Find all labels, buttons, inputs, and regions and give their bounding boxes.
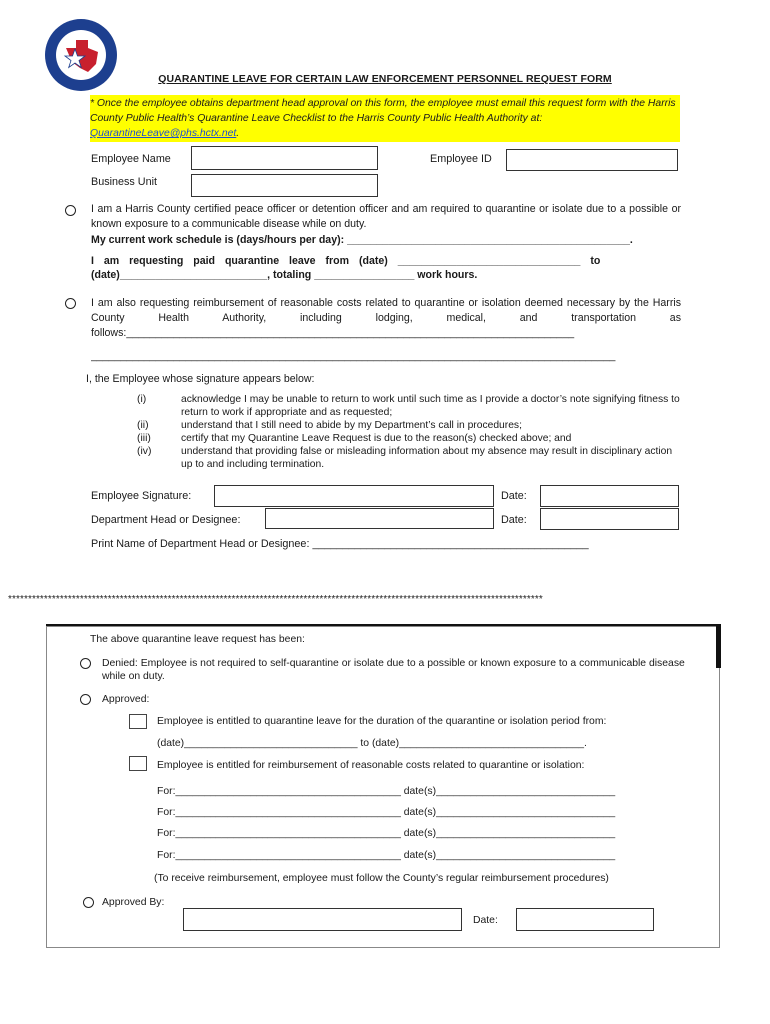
form-title: QUARANTINE LEAVE FOR CERTAIN LAW ENFORCEMENT PERSONNEL REQUEST FORM: [158, 73, 612, 85]
dept-head-date-label: Date:: [501, 514, 527, 526]
reimbursement-checkbox[interactable]: [129, 756, 147, 771]
reimbursement-radio[interactable]: [65, 298, 76, 309]
business-unit-field[interactable]: [191, 174, 378, 197]
approved-by-radio[interactable]: [83, 897, 94, 908]
ack-item-num: (i): [137, 394, 147, 405]
employee-signature-label: Employee Signature:: [91, 490, 192, 502]
option1-text: I am a Harris County certified peace officer or detention officer and am required to quarantine or isolate due to a possible or known exposure to a communicable disease while on duty.: [91, 203, 681, 230]
reimbursement-text: Employee is entitled for reimbursement of reasonable costs related to quarantine or isolation:: [157, 760, 585, 771]
denied-radio[interactable]: [80, 658, 91, 669]
employee-signature-field[interactable]: [214, 485, 494, 507]
reimbursement-line: For:_______________________________________ date(s)_______________________________: [157, 807, 616, 818]
approval-heading: The above quarantine leave request has been:: [90, 634, 305, 645]
approved-by-label: Approved By:: [102, 897, 165, 908]
quarantine-leave-text: Employee is entitled to quarantine leave for the duration of the quarantine or isolation period from:: [157, 716, 607, 727]
ack-item-num: (iii): [137, 433, 151, 444]
option2-text: I am also requesting reimbursement of reasonable costs related to quarantine or isolation deemed necessary by the Harris County Health Authority, including lodging, medical, and transportation as follows:____________________________________________________________________________: [91, 297, 681, 339]
print-name-line: Print Name of Department Head or Designee: ______________________________________________: [91, 538, 589, 550]
notice-text: * Once the employee obtains department head approval on this form, the employee must email this request form with the Harris County Public Health’s Quarantine Leave Checklist to the Harris County Public Health Authority at:: [90, 98, 676, 124]
employee-date-label: Date:: [501, 490, 527, 502]
ack-item-text: acknowledge I may be unable to return to work until such time as I provide a doctor’s note signifying fitness to return to work if appropriate and as requested;: [181, 394, 680, 418]
dept-head-label: Department Head or Designee:: [91, 514, 241, 526]
reimbursement-footnote: (To receive reimbursement, employee must follow the County’s regular reimbursement procedures): [154, 873, 609, 884]
option2-line2: _________________________________________________________________________________________: [91, 350, 616, 362]
panel-right-border: [716, 626, 721, 668]
employee-date-field[interactable]: [540, 485, 679, 507]
instruction-notice: [90, 95, 680, 142]
quarantine-leave-checkbox[interactable]: [129, 714, 147, 729]
dept-head-signature-field[interactable]: [265, 508, 494, 529]
peace-officer-radio[interactable]: [65, 205, 76, 216]
reimbursement-line: For:_______________________________________ date(s)_______________________________: [157, 828, 616, 839]
approved-radio[interactable]: [80, 694, 91, 705]
acknowledgement-intro: I, the Employee whose signature appears below:: [86, 373, 315, 385]
ack-item-num: (iv): [137, 446, 152, 457]
notice-end: .: [236, 128, 240, 139]
ack-item-num: (ii): [137, 420, 149, 431]
reimbursement-line: For:_______________________________________ date(s)_______________________________: [157, 786, 616, 797]
employee-name-label: Employee Name: [91, 153, 171, 165]
email-link[interactable]: QuarantineLeave@phs.hctx.net: [90, 128, 237, 139]
ack-item-text: understand that providing false or misleading information about my absence may result in disciplinary action up to and including termination.: [181, 446, 673, 470]
approval-date-field[interactable]: [516, 908, 654, 931]
leave-request-line1: I am requesting paid quarantine leave from (date) _______________________________ to: [91, 255, 601, 267]
section-divider: **************************************************************************************************************************************: [8, 594, 543, 605]
approval-date-label: Date:: [473, 915, 498, 926]
dept-head-date-field[interactable]: [540, 508, 679, 530]
ack-item-text: certify that my Quarantine Leave Request is due to the reason(s) checked above; and: [181, 433, 572, 444]
employee-id-field[interactable]: [506, 149, 678, 171]
business-unit-label: Business Unit: [91, 176, 158, 188]
approved-by-field[interactable]: [183, 908, 462, 931]
employee-name-field[interactable]: [191, 146, 378, 170]
reimbursement-line: For:_______________________________________ date(s)_______________________________: [157, 850, 616, 861]
quarantine-leave-dates: (date)______________________________ to (date)________________________________.: [157, 738, 587, 749]
employee-id-label: Employee ID: [430, 153, 492, 165]
leave-request-line2: (date)_________________________, totaling _________________ work hours.: [91, 269, 478, 281]
denied-text: Denied: Employee is not required to self-quarantine or isolate due to a possible or known exposure to a communicable disease while on duty.: [102, 658, 685, 682]
approved-label: Approved:: [102, 694, 150, 705]
ack-item-text: understand that I still need to abide by my Department’s call in procedures;: [181, 420, 522, 431]
work-schedule-line: My current work schedule is (days/hours per day): ________________________________________________.: [91, 234, 633, 246]
